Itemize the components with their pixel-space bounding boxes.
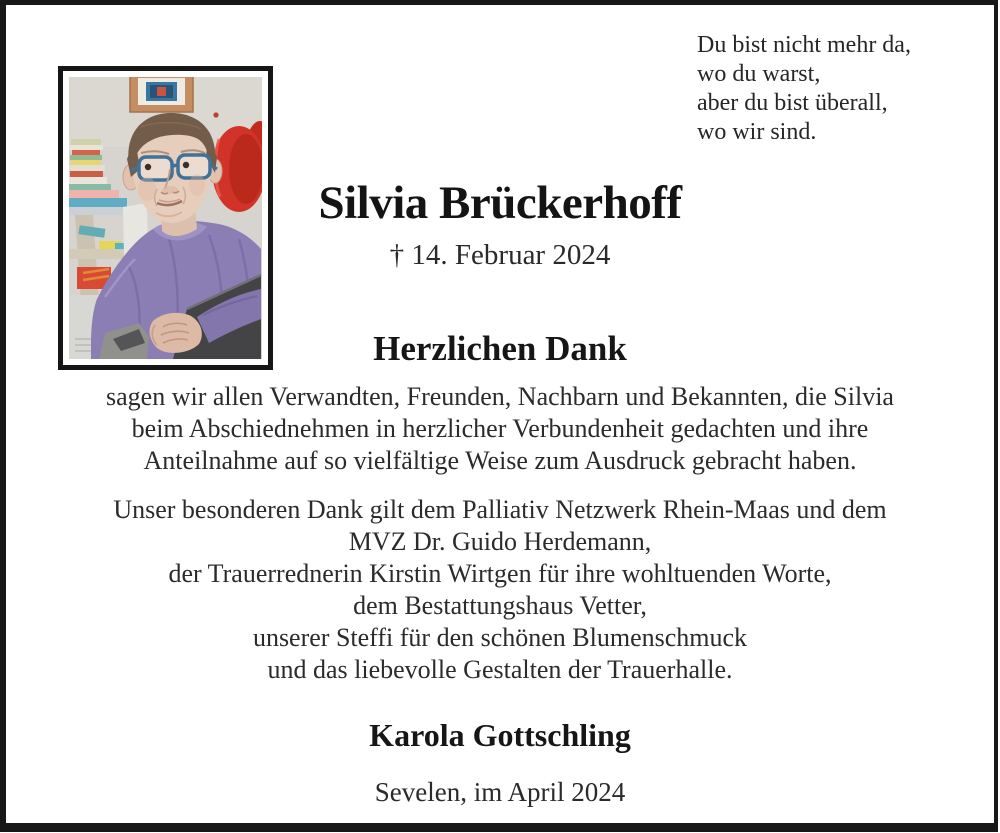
paragraph-line: der Trauerrednerin Kirstin Wirtgen für ihre wohltuenden Worte, [168, 559, 832, 588]
poem-line: wo wir sind. [697, 119, 817, 145]
thanks-heading: Herzlichen Dank [373, 329, 627, 368]
paragraph-line: sagen wir allen Verwandten, Freunden, Nachbarn und Bekannten, die Silvia [106, 382, 894, 411]
death-date: † 14. Februar 2024 [389, 239, 611, 271]
paragraph-line: MVZ Dr. Guido Herdemann, [348, 527, 652, 556]
paragraph-line: unserer Steffi für den schönen Blumenschmuck [252, 623, 748, 652]
place-date: Sevelen, im April 2024 [374, 777, 626, 807]
memorial-poem [697, 31, 911, 147]
deceased-name: Silvia Brückerhoff [318, 177, 682, 229]
poem-line: aber du bist überall, [697, 90, 888, 116]
special-thanks-paragraph [30, 494, 970, 686]
paragraph-line: dem Bestattungshaus Vetter, [353, 591, 647, 620]
thanks-paragraph [30, 381, 970, 477]
paragraph-line: Unser besonderen Dank gilt dem Palliativ Netzwerk Rhein-Maas und dem [113, 495, 887, 524]
signature-name: Karola Gottschling [369, 717, 631, 753]
poem-line: Du bist nicht mehr da, [697, 32, 911, 58]
paragraph-line: beim Abschiednehmen in herzlicher Verbundenheit gedachten und ihre [131, 414, 869, 443]
poem-line: wo du warst, [697, 61, 821, 87]
paragraph-line: Anteilnahme auf so vielfältige Weise zum Ausdruck gebracht haben. [143, 446, 857, 475]
paragraph-line: und das liebevolle Gestalten der Trauerhalle. [267, 655, 733, 684]
